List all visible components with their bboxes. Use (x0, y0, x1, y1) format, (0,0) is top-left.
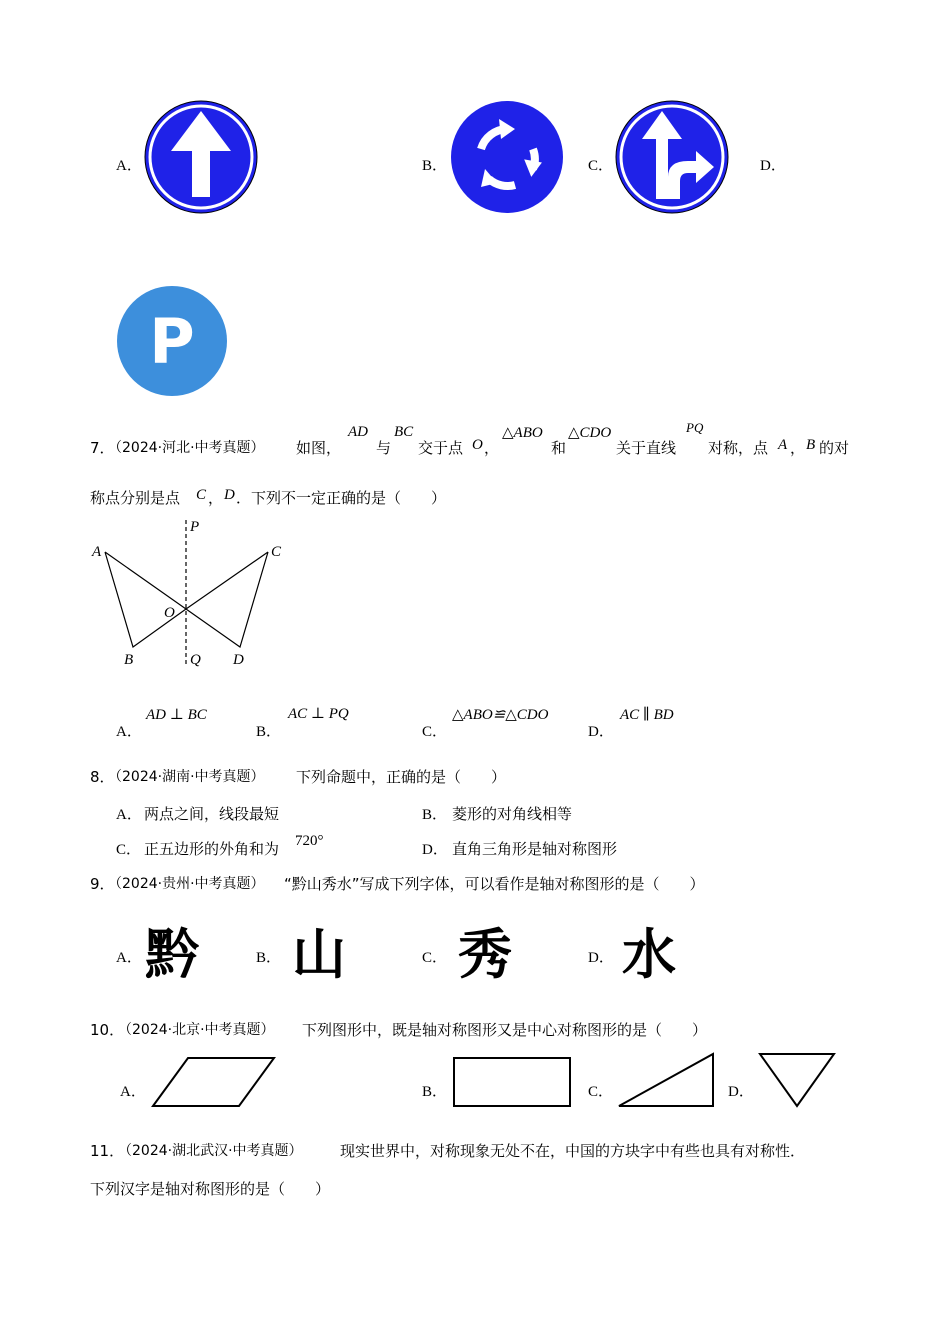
parallelogram-shape (150, 1055, 278, 1109)
q7-option-b-math: AC ⊥ PQ (288, 706, 349, 722)
q9-option-d-glyph: 水 (622, 923, 676, 986)
q7-math-a: A (778, 437, 788, 453)
q10-source: （2024·北京·中考真题） (118, 1022, 275, 1038)
q11-stem-line-1: 现实世界中，对称现象无处不在，中国的方块字中有些也具有对称性． (340, 1142, 806, 1160)
q7-source: （2024·河北·中考真题） (108, 440, 265, 456)
q7-text-1: 如图， (296, 439, 342, 457)
q8-number: 8． (90, 768, 115, 786)
q7-text-7: 对称，点 (708, 439, 769, 457)
straight-or-right-sign-icon (614, 99, 730, 215)
q8-option-c-label: C． (116, 842, 142, 858)
q11-source: （2024·湖北武汉·中考真题） (118, 1143, 303, 1159)
q7-line2-c: ．下列不一定正确的是（ ） (236, 489, 447, 507)
q7-text-9: 的对 (819, 439, 850, 457)
q8-option-c-text: 正五边形的外角和为 (144, 840, 280, 858)
q8-option-d-label: D． (422, 842, 448, 858)
q9-stem: “黔山秀水”写成下列字体，可以看作是轴对称图形的是（ ） (284, 875, 705, 893)
q10-stem: 下列图形中，既是轴对称图形又是中心对称图形的是（ ） (302, 1021, 708, 1039)
q9-option-d-label: D． (588, 950, 614, 966)
parking-letter: P (149, 305, 195, 378)
q9-source: （2024·贵州·中考真题） (108, 876, 265, 892)
q7-math-c: C (196, 487, 207, 503)
q7-math-tri-cdo: △CDO (568, 425, 612, 441)
q7-option-d-math: AC ∥ BD (620, 707, 674, 723)
q10-option-d-label: D． (728, 1084, 754, 1100)
q8-option-a-label: A． (116, 807, 142, 823)
q7-fig-label-a: A (92, 544, 102, 560)
q7-text-6: 关于直线 (616, 439, 677, 457)
q7-fig-label-q: Q (190, 652, 201, 668)
q9-option-b-label: B． (256, 950, 282, 966)
straight-arrow-sign-icon (143, 99, 259, 215)
q9-option-a-label: A． (116, 950, 142, 966)
q7-line2-a: 称点分别是点 (90, 489, 181, 507)
q11-stem-line-2: 下列汉字是轴对称图形的是（ ） (90, 1180, 331, 1198)
q7-option-a-math: AD ⊥ BC (146, 707, 207, 723)
q7-fig-label-o: O (164, 605, 175, 621)
q7-math-b: B (806, 437, 816, 453)
q8-option-b-text: 菱形的对角线相等 (452, 805, 573, 823)
q7-option-c-math: △ABO≌△CDO (452, 707, 549, 723)
q9-number: 9． (90, 875, 115, 893)
right-triangle-shape (616, 1051, 716, 1109)
q7-text-3: 交于点 (418, 439, 464, 457)
q7-math-pq: PQ (686, 420, 704, 435)
q7-math-o: O (472, 437, 483, 453)
q7-math-tri-abo: △ABO (502, 425, 543, 441)
q7-option-a-label: A． (116, 724, 142, 740)
q8-option-a-text: 两点之间，线段最短 (144, 805, 280, 823)
q8-option-d-text: 直角三角形是轴对称图形 (452, 840, 618, 858)
q8-stem: 下列命题中，正确的是（ ） (296, 768, 507, 786)
q6-option-c-label: C． (588, 158, 614, 174)
q6-option-b-label: B． (422, 158, 448, 174)
q7-line2-b: ， (208, 489, 224, 507)
q10-option-b-label: B． (422, 1084, 448, 1100)
q6-option-d-label: D． (760, 158, 786, 174)
rectangle-shape (452, 1056, 572, 1108)
q9-option-c-glyph: 秀 (458, 923, 512, 986)
q7-fig-label-p: P (190, 519, 200, 535)
q7-text-8: ， (790, 439, 806, 457)
q7-text-4: ， (484, 439, 500, 457)
q7-number: 7． (90, 439, 115, 457)
q8-source: （2024·湖南·中考真题） (108, 769, 265, 785)
q10-option-a-label: A． (120, 1084, 146, 1100)
inverted-triangle-shape (757, 1051, 837, 1109)
q9-option-c-label: C． (422, 950, 448, 966)
q10-option-c-label: C． (588, 1084, 614, 1100)
q7-fig-label-b: B (124, 652, 134, 668)
q7-math-bc: BC (394, 424, 414, 440)
q10-number: 10． (90, 1021, 125, 1039)
q7-option-d-label: D． (588, 724, 614, 740)
q9-option-a-glyph: 黔 (145, 923, 199, 986)
q7-math-d: D (224, 487, 235, 503)
q7-fig-label-d: D (233, 652, 244, 668)
q6-option-a-label: A． (116, 158, 142, 174)
q7-fig-label-c: C (271, 544, 282, 560)
q7-option-c-label: C． (422, 724, 448, 740)
q7-math-ad: AD (348, 424, 368, 440)
q7-text-2: 与 (376, 439, 392, 457)
q8-option-c-math: 720° (295, 833, 324, 849)
roundabout-sign-icon (449, 99, 565, 215)
parking-sign-icon (115, 285, 229, 397)
q7-text-5: 和 (551, 439, 567, 457)
q7-figure (88, 515, 298, 675)
q8-option-b-label: B． (422, 807, 448, 823)
q7-option-b-label: B． (256, 724, 282, 740)
q9-option-b-glyph: 山 (292, 923, 346, 986)
q11-number: 11． (90, 1142, 125, 1160)
